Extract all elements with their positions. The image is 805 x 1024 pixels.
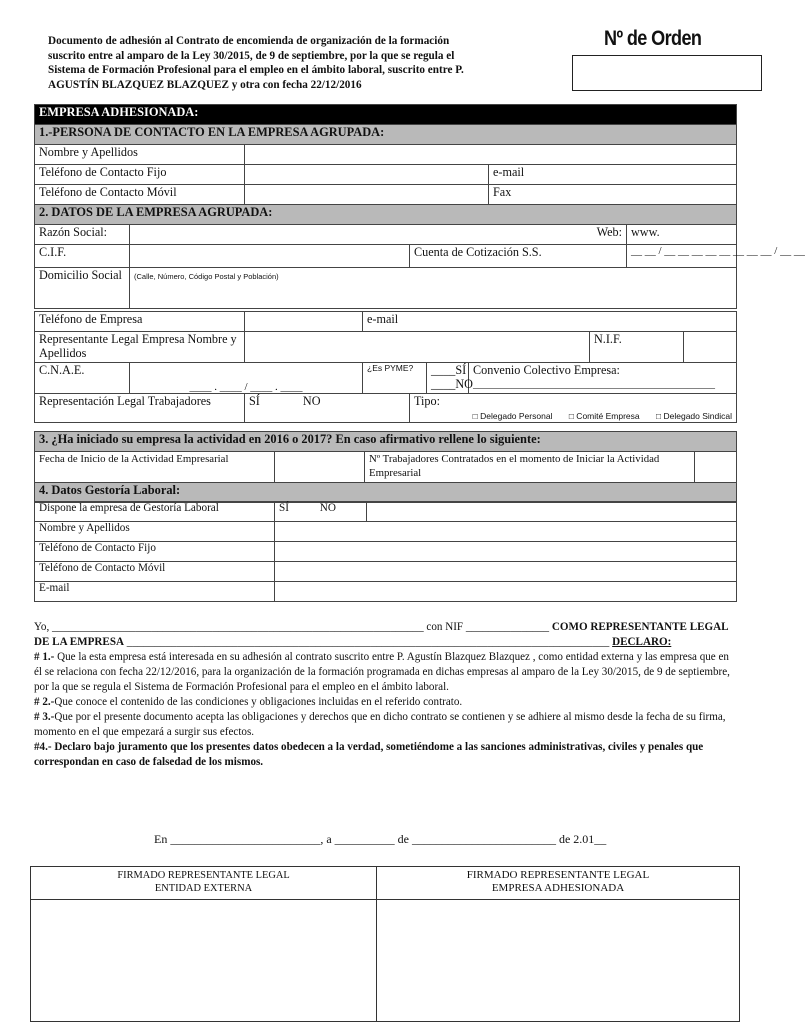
- point-text: Que la esta empresa está interesada en su adhesión al contrato suscrito entre P. Agustín Blazquez Blazquez , como entidad externa y las empresa que en él se relaciona con fecha 22/12/2016, para la organización de la formación programada en dichas empresas al amparo de la Ley 30/2015, de 9 de septiembre, por la que se regula el Sistema de Formación Profesional para el empleo en el ámbito laboral.: [34, 651, 730, 693]
- signature-table: [30, 866, 740, 1022]
- order-number-label: Nº de Orden: [604, 27, 702, 50]
- domicilio-field[interactable]: [130, 268, 737, 309]
- web-value: www.: [631, 225, 660, 239]
- domicilio-hint: (Calle, Número, Código Postal y Población): [134, 272, 279, 281]
- activity-form-table: [34, 431, 737, 503]
- gestoria-label: Dispone la empresa de Gestoría Laboral: [35, 502, 275, 522]
- gestoria-movil-label: Teléfono de Contacto Móvil: [35, 562, 275, 582]
- cuenta-cotizacion-field[interactable]: __ __ / __ __ __ __ __ __ __ __ / __ __: [627, 245, 737, 268]
- declaration-line1: [34, 620, 738, 635]
- cnae-label: C.N.A.E.: [35, 363, 130, 394]
- web-label: Web:: [596, 225, 622, 239]
- signature-header: [31, 867, 376, 900]
- razon-social-field[interactable]: [130, 225, 627, 245]
- declaration-point1: [34, 650, 738, 695]
- section4-title: 4. Datos Gestoría Laboral:: [35, 483, 737, 503]
- point-text: Declaro bajo juramento que los presentes datos obedecen a la verdad, sometiéndome a las sanciones administrativas, civiles y penales que correspondan en caso de falsedad de los mismos.: [34, 741, 704, 768]
- tipo-option[interactable]: □ Delegado Sindical: [655, 411, 732, 421]
- signature-title: FIRMADO REPRESENTANTE LEGAL: [466, 869, 650, 881]
- gestoria-nombre-field[interactable]: [275, 522, 737, 542]
- gestoria-fijo-label: Teléfono de Contacto Fijo: [35, 542, 275, 562]
- signature-subtitle: EMPRESA ADHESIONADA: [491, 882, 625, 894]
- contact-email-field[interactable]: [489, 165, 737, 185]
- title-line: Sistema de Formación Profesional para el empleo en el ámbito laboral, suscrito entre P.: [48, 64, 464, 77]
- signature-title: FIRMADO REPRESENTANTE LEGAL: [117, 870, 290, 881]
- tipo-field[interactable]: [410, 394, 737, 423]
- point-marker: #4.-: [34, 741, 55, 753]
- gestoria-field[interactable]: [367, 502, 737, 522]
- gestoria-si[interactable]: SÍ: [279, 502, 289, 514]
- order-number-field[interactable]: [572, 55, 762, 91]
- representante-label: Representante Legal Empresa Nombre y Apellidos: [35, 332, 245, 363]
- title-line: suscrito entre al amparo de la Ley 30/2015, de 9 de septiembre, por la que se regula el: [48, 49, 455, 62]
- document-title: [48, 34, 558, 92]
- declaration-point2: [34, 695, 738, 710]
- tipo-options: [414, 411, 732, 421]
- point-marker: # 2.-: [34, 696, 55, 708]
- cif-field[interactable]: [130, 245, 410, 268]
- declaration-point4: [34, 740, 738, 770]
- contact-fax-label: Fax: [493, 185, 512, 199]
- rep-trabajadores-options[interactable]: [245, 394, 410, 423]
- domicilio-label: Domicilio Social: [35, 268, 130, 309]
- declaration-line2: [34, 635, 738, 650]
- section1-title: 1.-PERSONA DE CONTACTO EN LA EMPRESA AGRUPADA:: [35, 125, 737, 145]
- section3-title: 3. ¿Ha iniciado su empresa la actividad en 2016 o 2017? En caso afirmativo rellene lo siguiente:: [35, 432, 737, 452]
- title-line: AGUSTÍN BLAZQUEZ BLAZQUEZ y otra con fecha 22/12/2016: [48, 78, 362, 91]
- tipo-label: Tipo:: [414, 394, 440, 408]
- gestoria-fijo-field[interactable]: [275, 542, 737, 562]
- contact-fax-field[interactable]: [489, 185, 737, 205]
- nif-field[interactable]: [684, 332, 737, 363]
- razon-social-label: Razón Social:: [35, 225, 130, 245]
- tipo-option[interactable]: □ Comité Empresa: [568, 411, 640, 421]
- nif-label: N.I.F.: [590, 332, 684, 363]
- convenio-label: Convenio Colectivo Empresa:: [473, 363, 620, 377]
- trabajadores-field[interactable]: [695, 452, 737, 483]
- section2-title: 2. DATOS DE LA EMPRESA AGRUPADA:: [35, 205, 737, 225]
- declaration-point3: [34, 710, 738, 740]
- declaration: [34, 620, 738, 770]
- declaration-yo-line: Yo, ___________________________________________________________________ con NIF _______________: [34, 621, 550, 633]
- telefono-empresa-label: Teléfono de Empresa: [35, 312, 245, 332]
- title-line: Documento de adhesión al Contrato de encomienda de organización de la formación: [48, 35, 450, 47]
- empresa-email-label: e-mail: [367, 312, 399, 326]
- declaration-empresa: DE LA EMPRESA: [34, 636, 124, 648]
- declaration-declaro: DECLARO:: [612, 636, 672, 648]
- convenio-field[interactable]: [469, 363, 737, 394]
- empresa-header: EMPRESA ADHESIONADA:: [35, 105, 737, 125]
- cif-label: C.I.F.: [35, 245, 130, 268]
- cuenta-cotizacion-text: Cuenta de Cotización S.S.: [414, 245, 542, 259]
- gestoria-form-table: [34, 501, 737, 602]
- declaration-rep-legal: COMO REPRESENTANTE LEGAL: [551, 621, 729, 633]
- contact-mobile-field[interactable]: [245, 185, 489, 205]
- fecha-inicio-label: Fecha de Inicio de la Actividad Empresarial: [35, 452, 275, 483]
- pyme-no[interactable]: ____NO: [431, 377, 473, 391]
- rep-trabajadores-label: Representación Legal Trabajadores: [35, 394, 245, 423]
- contact-mobile-label: Teléfono de Contacto Móvil: [35, 185, 245, 205]
- contact-name-field[interactable]: [245, 145, 737, 165]
- contact-email-label: e-mail: [493, 165, 525, 179]
- gestoria-options[interactable]: [275, 502, 367, 522]
- pyme-si[interactable]: ____SÍ: [431, 363, 467, 377]
- empresa-email-field[interactable]: [363, 312, 737, 332]
- point-marker: # 3.-: [34, 711, 55, 723]
- point-text: Que por el presente documento acepta las obligaciones y derechos que en dicho contrato se contienen y se adhiere al mismo desde la fecha de su firma, momento en el que empezará a surgir sus efectos.: [34, 711, 726, 738]
- convenio-line: ____________________________________________: [473, 378, 715, 390]
- pyme-options[interactable]: [427, 363, 473, 394]
- trabajadores-label: Nº Trabajadores Contratados en el momento de Iniciar la Actividad Empresarial: [365, 452, 695, 483]
- date-place-line[interactable]: En _________________________, a __________ de ________________________ de 2.01__: [154, 832, 607, 846]
- gestoria-email-field[interactable]: [275, 582, 737, 602]
- point-text: Que conoce el contenido de las condiciones y obligaciones incluidas en el referido contrato.: [54, 696, 463, 708]
- gestoria-no[interactable]: NO: [319, 502, 336, 514]
- point-marker: # 1.-: [34, 651, 55, 663]
- telefono-empresa-field[interactable]: [245, 312, 363, 332]
- declaration-empresa-blank: _______________________________________________________________________________________: [124, 636, 613, 648]
- cnae-field[interactable]: ____ . ____ / ____ . ____: [130, 363, 363, 394]
- signature-header: [377, 867, 739, 900]
- contact-name-label: Nombre y Apellidos: [35, 145, 245, 165]
- contact-phone-field[interactable]: [245, 165, 489, 185]
- rep-si[interactable]: SÍ: [249, 394, 260, 408]
- cuenta-cotizacion-label: [410, 245, 627, 268]
- gestoria-movil-field[interactable]: [275, 562, 737, 582]
- gestoria-nombre-label: Nombre y Apellidos: [35, 522, 275, 542]
- pyme-question: ¿Es PYME?: [363, 363, 427, 394]
- signature-empresa-adhesionada[interactable]: [377, 867, 739, 1021]
- company-form-table: [34, 104, 805, 423]
- web-field[interactable]: [627, 225, 737, 245]
- tipo-option[interactable]: □ Delegado Personal: [472, 411, 553, 421]
- fecha-inicio-field[interactable]: [275, 452, 365, 483]
- signature-subtitle: ENTIDAD EXTERNA: [154, 883, 253, 894]
- signature-entidad-externa[interactable]: [31, 867, 377, 1021]
- rep-no[interactable]: NO: [302, 394, 321, 408]
- contact-phone-label: Teléfono de Contacto Fijo: [35, 165, 245, 185]
- gestoria-email-label: E-mail: [35, 582, 275, 602]
- representante-field[interactable]: [245, 332, 590, 363]
